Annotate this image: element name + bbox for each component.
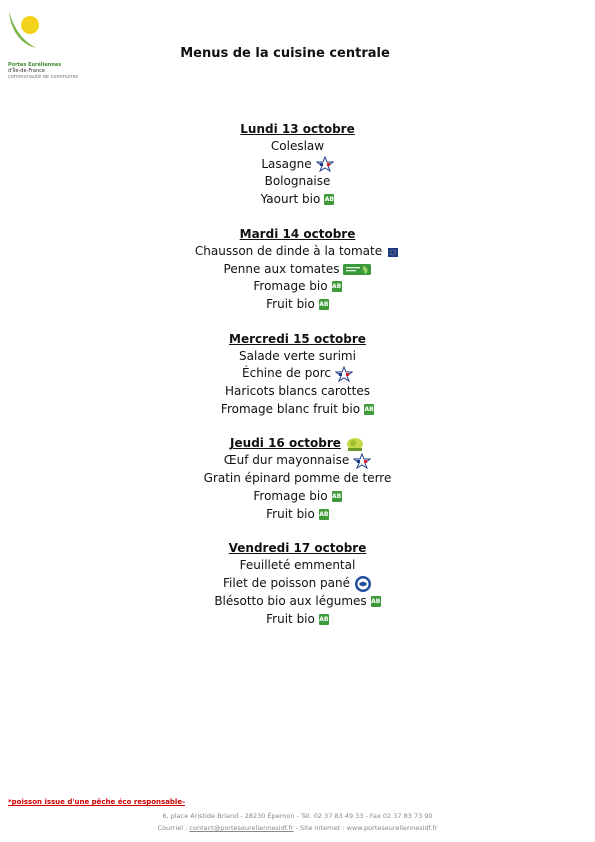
page-title: Menus de la cuisine centrale <box>180 46 390 61</box>
agriculture-biologique-icon: AB <box>319 615 329 623</box>
dish-item <box>0 173 595 191</box>
menu-day <box>0 120 595 209</box>
dish-item <box>0 575 595 593</box>
day-title <box>0 330 595 348</box>
dish-item <box>0 365 595 383</box>
dish-name: Fromage bio <box>253 488 328 503</box>
produit-frais-icon <box>345 436 365 452</box>
agriculture-biologique-icon: AB <box>319 300 329 308</box>
eco-label-icon <box>343 264 371 275</box>
viande-francaise-icon <box>335 366 353 382</box>
dish-item <box>0 593 595 611</box>
email-link[interactable]: contact@porteseureliennesidf.fr <box>189 824 294 832</box>
menu-day <box>0 225 595 314</box>
day-title-text: Mardi 14 octobre <box>239 226 356 241</box>
day-title-text: Vendredi 17 octobre <box>228 541 367 556</box>
dish-name: Blésotto bio aux légumes <box>214 594 367 609</box>
dish-item <box>0 557 595 575</box>
dish-name: Coleslaw <box>270 139 325 153</box>
dish-name: Fruit bio <box>266 296 315 311</box>
org-name-line1: Portes Euréliennes <box>8 62 62 68</box>
org-name-line2: d'Île-de-France <box>8 68 45 74</box>
dish-item <box>0 261 595 279</box>
dish-item <box>0 488 595 506</box>
dish-item <box>0 452 595 470</box>
dish-item <box>0 278 595 296</box>
day-title <box>0 225 595 243</box>
dish-name: Échine de porc <box>242 366 331 381</box>
viande-francaise-icon <box>353 453 371 469</box>
dish-name: Filet de poisson pané <box>223 576 350 591</box>
menu-days <box>0 120 595 645</box>
dish-name: Chausson de dinde à la tomate <box>194 243 383 258</box>
dish-name: Fruit bio <box>266 611 315 626</box>
menu-day <box>0 330 595 419</box>
dish-name: Gratin épinard pomme de terre <box>203 471 392 486</box>
dish-name: Œuf dur mayonnaise <box>223 453 350 468</box>
day-title-text: Jeudi 16 octobre <box>230 436 341 451</box>
dish-name: Haricots blancs carottes <box>225 384 370 399</box>
org-logo <box>6 10 86 80</box>
day-title-text: Mercredi 15 octobre <box>229 331 366 346</box>
viande-francaise-icon <box>316 156 334 172</box>
footer-note: *poisson issue d'une pêche éco responsable- <box>8 798 185 806</box>
agriculture-biologique-icon: AB <box>319 510 329 518</box>
menu-day <box>0 539 595 628</box>
agriculture-biologique-icon: AB <box>331 492 342 500</box>
day-title <box>0 539 595 557</box>
footer-contact <box>0 822 595 834</box>
org-name <box>8 62 78 80</box>
site-label: - Site internet : <box>293 824 347 832</box>
msc-peche-durable-icon <box>354 575 372 593</box>
menu-day <box>0 434 595 523</box>
dish-item <box>0 296 595 314</box>
dish-item <box>0 156 595 174</box>
dish-name: Salade verte surimi <box>239 348 356 363</box>
agriculture-biologique-icon: AB <box>331 283 342 291</box>
dish-item <box>0 243 595 261</box>
org-name-line3: communauté de communes <box>8 74 79 80</box>
dish-item <box>0 348 595 366</box>
courriel-label: Courriel : <box>157 824 190 832</box>
footer-address: 6, place Aristide Briand - 28230 Épernon - Tél. 02 37 83 49 33 - Fax 02 37 83 73 90 <box>162 812 433 820</box>
site-link[interactable]: www.porteseureliennesidf.fr <box>346 824 438 832</box>
dish-name: Fromage blanc fruit bio <box>220 401 361 416</box>
agriculture-biologique-icon: AB <box>324 196 334 204</box>
dish-item <box>0 401 595 419</box>
dish-name: Fruit bio <box>266 506 315 521</box>
footer <box>0 810 595 834</box>
dish-name: Feuilleté emmental <box>239 558 356 573</box>
dish-name: Fromage bio <box>253 279 328 294</box>
dish-name: Penne aux tomates <box>223 261 340 276</box>
dish-name: Lasagne <box>261 156 312 171</box>
day-title-text: Lundi 13 octobre <box>240 122 355 136</box>
dish-name: Bolognaise <box>264 174 331 189</box>
dish-item <box>0 138 595 156</box>
day-title <box>0 120 595 138</box>
day-title <box>0 434 595 452</box>
dish-name: Yaourt bio <box>260 192 321 207</box>
agriculture-biologique-icon: AB <box>364 405 374 413</box>
origine-ue-icon <box>386 244 400 258</box>
dish-item <box>0 611 595 629</box>
agriculture-biologique-icon: AB <box>371 598 381 606</box>
dish-item <box>0 191 595 209</box>
dish-item <box>0 470 595 488</box>
dish-item <box>0 383 595 401</box>
dish-item <box>0 506 595 524</box>
